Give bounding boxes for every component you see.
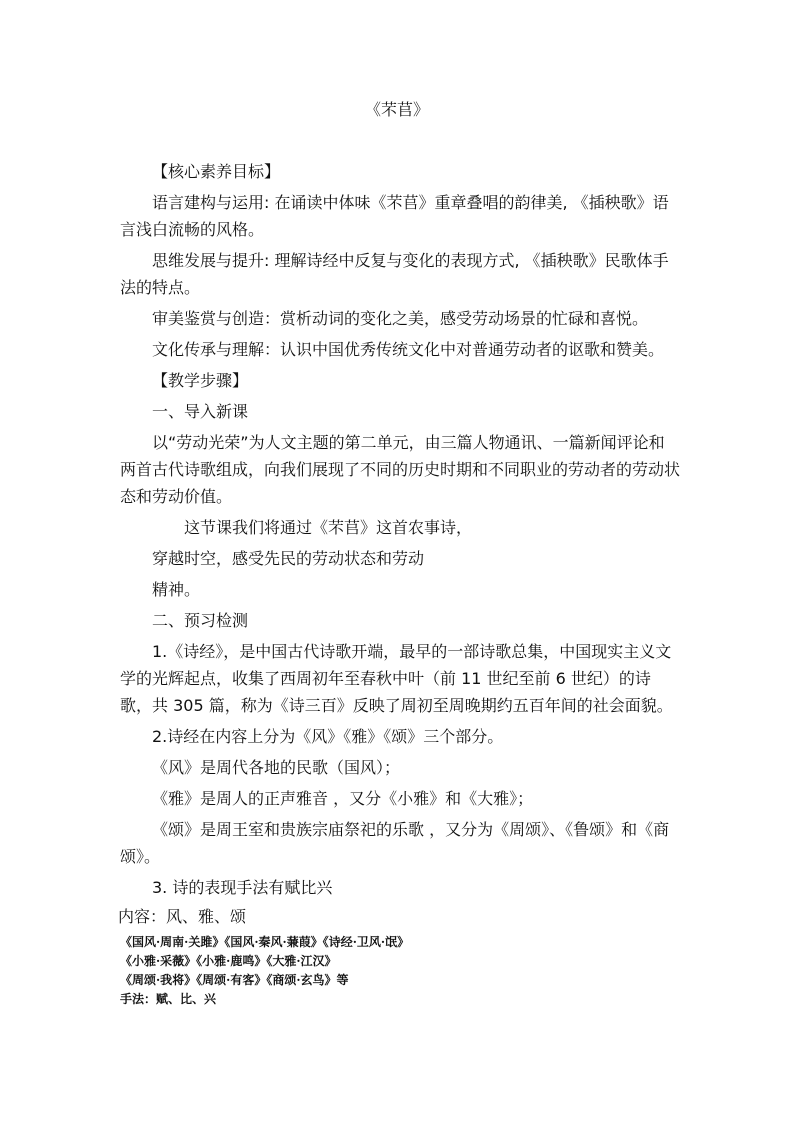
section-heading-goals: 【核心素养目标】 (152, 162, 281, 181)
goal-aesthetics: 审美鉴赏与创造：赏析动词的变化之美，感受劳动场景的忙碌和喜悦。 (152, 309, 649, 328)
preview-item-1: 1.《诗经》，是中国古代诗歌开端，最早的一部诗歌总集，中国现实主义文学的光辉起点，收集了西周初年至春秋中叶（前 11 世纪至前 6 世纪）的诗歌，共 305 篇，称为《诗三百》反映了周初至周晚期约五百年间的社会面貌。 (120, 642, 673, 715)
goal-culture: 文化传承与理解：认识中国优秀传统文化中对普通劳动者的讴歌和赞美。 (152, 340, 665, 359)
song-description: 《颂》是周王室和贵族宗庙祭祀的乐歌 ，又分为《周颂》、《鲁颂》和《商颂》。 (120, 820, 670, 866)
document-body (120, 158, 680, 934)
examples-line-1: 《国风·周南·关雎》《国风·秦风·蒹葭》《诗经·卫风·氓》 (120, 935, 410, 949)
step-intro-line-1: 这节课我们将通过《芣苢》这首农事诗， (184, 518, 473, 537)
step-preview-title: 二、预习检测 (152, 611, 249, 630)
preview-item-3: 3. 诗的表现手法有赋比兴 (152, 878, 333, 897)
step-intro-line-3: 精神。 (152, 580, 201, 599)
section-heading-steps: 【教学步骤】 (152, 371, 249, 390)
techniques-line: 手法：赋、比、兴 (120, 992, 217, 1006)
examples-line-2: 《小雅·采薇》《小雅·鹿鸣》《大雅·江汉》 (120, 954, 337, 968)
content-summary: 内容：风、雅、颂 (118, 907, 247, 926)
goal-thinking: 思维发展与提升: 理解诗经中反复与变化的表现方式, 《插秧歌》民歌体手法的特点。 (120, 251, 669, 297)
feng-description: 《风》是周代各地的民歌（国风）； (152, 758, 401, 777)
step-intro-line-2: 穿越时空，感受先民的劳动状态和劳动 (152, 549, 425, 568)
examples-block (120, 933, 680, 1009)
goal-language: 语言建构与运用: 在诵读中体味《芣苢》重章叠唱的韵律美, 《插秧歌》语言浅白流畅的风格。 (120, 193, 669, 239)
ya-description: 《雅》是周人的正声雅音 ，又分《小雅》和《大雅》； (152, 789, 534, 808)
document-title: 《芣苢》 (364, 100, 429, 119)
step-intro-title: 一、导入新课 (152, 402, 249, 421)
step-intro-paragraph: 以“劳动光荣”为人文主题的第二单元，由三篇人物通讯、一篇新闻评论和两首古代诗歌组成，向我们展现了不同的历史时期和不同职业的劳动者的劳动状态和劳动价值。 (120, 433, 681, 506)
examples-line-3: 《周颂·我将》《周颂·有客》《商颂·玄鸟》等 (120, 973, 349, 987)
preview-item-2: 2.诗经在内容上分为《风》《雅》《颂》三个部分。 (152, 727, 504, 746)
